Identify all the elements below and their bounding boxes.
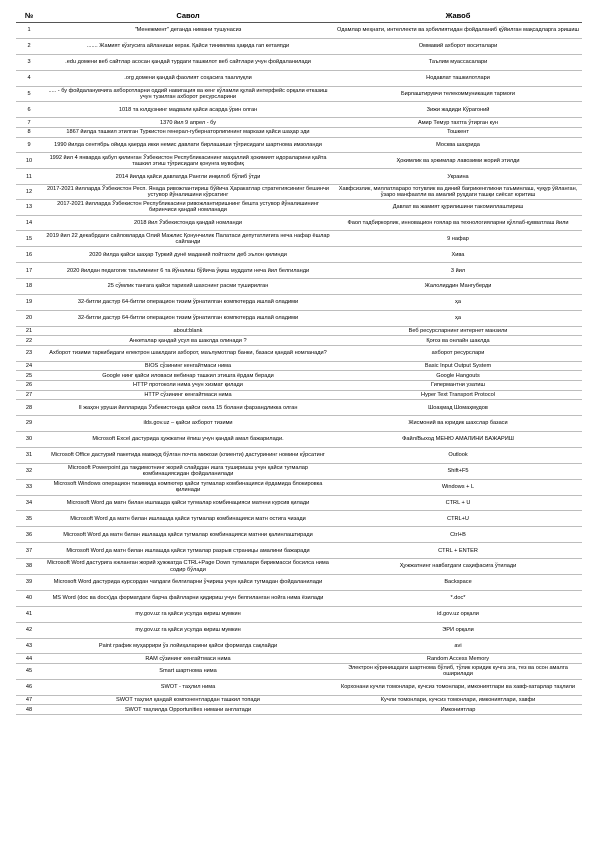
row-question: 2014 йилда қайси давлатда Рангли инқилоб бўлиб ўтди — [42, 169, 334, 185]
table-row — [16, 695, 582, 705]
row-number: 33 — [16, 479, 42, 495]
row-question: ..... - бу фойдаланувчига ахборотларни оддий навигация ва кенг кўламли қулай интерфейс орқали етказиш учун тузилган ахборот ресурсларини — [42, 86, 334, 102]
row-answer: Хива — [334, 247, 582, 263]
table-row — [16, 361, 582, 371]
row-answer: Зижи жадиди Кўрагоний — [334, 102, 582, 118]
row-answer: ЭРИ орқали — [334, 622, 582, 638]
row-number: 41 — [16, 606, 42, 622]
row-answer: Бирлаштирувчи телекоммуникация тармоғи — [334, 86, 582, 102]
row-number: 29 — [16, 416, 42, 432]
row-number: 28 — [16, 400, 42, 416]
table-row — [16, 102, 582, 118]
row-number: 1 — [16, 23, 42, 39]
table-row — [16, 416, 582, 432]
table-row — [16, 559, 582, 575]
row-answer: Ctrl+B — [334, 527, 582, 543]
row-question: my.gov.uz га қайси усулда кириш мумкин — [42, 622, 334, 638]
row-question: HTTP сўзининг кенгайтмаси нима — [42, 390, 334, 400]
row-question: SWOT таҳлилда Opportunities нимани англатади — [42, 705, 334, 715]
row-answer: Жалолиддин Мангуберди — [334, 279, 582, 295]
row-answer: ҳа — [334, 310, 582, 326]
table-row — [16, 247, 582, 263]
table-row — [16, 705, 582, 715]
row-answer: Google Hangouts — [334, 371, 582, 381]
row-question: "Менежмент" деганда нимани тушунасиз — [42, 23, 334, 39]
row-answer: Таълим муассасалари — [334, 54, 582, 70]
row-number: 20 — [16, 310, 42, 326]
table-row — [16, 86, 582, 102]
row-answer: Москва шаҳрида — [334, 137, 582, 153]
table-row — [16, 336, 582, 346]
row-answer: Hyper Text Transport Protocol — [334, 390, 582, 400]
table-row — [16, 381, 582, 391]
row-number: 42 — [16, 622, 42, 638]
row-question: about:blank — [42, 326, 334, 336]
table-row — [16, 400, 582, 416]
row-answer: Кучли томонлари, кучсиз томонлари, имкониятлари, хавфи — [334, 695, 582, 705]
table-row — [16, 279, 582, 295]
row-number: 3 — [16, 54, 42, 70]
row-question: 32-битли дастур 64-битли операцион тизим ўрнатилган компютерда ишлай оладими — [42, 310, 334, 326]
table-row — [16, 70, 582, 86]
row-question: Microsoft Office дастурий пакетида мавжуд бўлган почта мижози (клиенти) дастурининг номини кўрсатинг — [42, 447, 334, 463]
row-answer: CTRL + ENTER — [334, 543, 582, 559]
row-answer: Одамлар меҳнати, интеллекти ва ҳобилиятидан фойдаланиб қўйилган мақсадларга эришиш — [334, 23, 582, 39]
row-question: 2020 йилдан педагогик таълимнинг 6 та йўналиш бўйича ўқиш муддати неча йил белгиланди — [42, 263, 334, 279]
row-answer: avi — [334, 638, 582, 654]
row-number: 4 — [16, 70, 42, 86]
table-row — [16, 38, 582, 54]
row-answer: Backspace — [334, 574, 582, 590]
row-number: 21 — [16, 326, 42, 336]
table-row — [16, 137, 582, 153]
row-question: Paint график муҳаррири ўз лойиҳаларини қайси форматда сақлайди — [42, 638, 334, 654]
row-question: .org домени қандай фаолият соҳасига тааллуқли — [42, 70, 334, 86]
row-question: my.gov.uz га қайси усулда кириш мумкин — [42, 606, 334, 622]
row-answer: Веб ресурсларнинг интернет манзили — [334, 326, 582, 336]
table-row — [16, 215, 582, 231]
row-number: 18 — [16, 279, 42, 295]
row-question: .edu домени веб сайтлар асосан қандай турдаги ташкилот веб сайтлари учун фойдаланилади — [42, 54, 334, 70]
table-row — [16, 118, 582, 128]
row-number: 46 — [16, 679, 42, 695]
row-question: SWOT таҳлил қандай компонентлардан ташкил топади — [42, 695, 334, 705]
row-number: 12 — [16, 185, 42, 199]
table-row — [16, 495, 582, 511]
row-number: 13 — [16, 199, 42, 215]
row-answer: CTRL+U — [334, 511, 582, 527]
row-answer: CTRL + U — [334, 495, 582, 511]
row-number: 43 — [16, 638, 42, 654]
row-answer: Электрон кўринишдаги шартнома бўлиб, тўлик юридик кучга эга, тез ва осон амалга оширилади — [334, 664, 582, 680]
row-number: 11 — [16, 169, 42, 185]
row-number: 25 — [16, 371, 42, 381]
row-question: 25 сўмлик тангага қайси тарихий шахснинг расми туширилган — [42, 279, 334, 295]
table-row — [16, 543, 582, 559]
row-answer: Нодавлат ташкилотлари — [334, 70, 582, 86]
row-answer: Ҳокимлик ва ҳокимлар лавозими жорий этилди — [334, 153, 582, 169]
row-answer: Ҳужжатнинг навбатдаги саҳифасига ўтилади — [334, 559, 582, 575]
row-number: 32 — [16, 463, 42, 479]
table-body — [16, 23, 582, 715]
row-number: 8 — [16, 127, 42, 137]
row-answer: Корхонани кучли томонлари, кучсиз томонлари, имкониятлари ва хавф-хатарлар таҳлили — [334, 679, 582, 695]
row-answer: 3 йил — [334, 263, 582, 279]
row-number: 14 — [16, 215, 42, 231]
row-number: 23 — [16, 345, 42, 361]
row-question: HTTP протоколи нима учун хизмат қилади — [42, 381, 334, 391]
table-row — [16, 511, 582, 527]
row-number: 45 — [16, 664, 42, 680]
row-number: 38 — [16, 559, 42, 575]
row-question: 1018 та юлдузнинг мадвали қайси асарда ўрин олган — [42, 102, 334, 118]
row-answer: Хавфсизлик, миллатлараро тотувлик ва диний бағрикенгликни таъминлаш, чуқур ўйланган, ўзаро манфаатли ва амалий руҳдаги ташқи сиёсат юритиш — [334, 185, 582, 199]
row-answer: Давлат ва жамият қурилишини такомиллаштириш — [334, 199, 582, 215]
row-number: 40 — [16, 590, 42, 606]
row-question: 1370 йил 9 апрел - бу — [42, 118, 334, 128]
row-number: 2 — [16, 38, 42, 54]
row-number: 22 — [16, 336, 42, 346]
table-row — [16, 263, 582, 279]
row-answer: Қоғоз ва онлайн шаклда — [334, 336, 582, 346]
table-row — [16, 606, 582, 622]
row-question: 1992 йил 4 январда қабул қилинган Ўзбекистон Республикасининг маҳаллий ҳокимият идораларини қайта ташкил этиш тўғрисидаги қонунга мувофиқ — [42, 153, 334, 169]
table-row — [16, 54, 582, 70]
row-answer: Имкониятлар — [334, 705, 582, 715]
table-row — [16, 185, 582, 199]
row-answer: Shift+F5 — [334, 463, 582, 479]
table-row — [16, 345, 582, 361]
row-answer: 9 нафар — [334, 231, 582, 247]
table-row — [16, 463, 582, 479]
row-answer: Шоаҳмад Шомаҳмудов — [334, 400, 582, 416]
row-question: 32-битли дастур 64-битли операцион тизим ўрнатилган компютерда ишлай оладими — [42, 294, 334, 310]
row-number: 5 — [16, 86, 42, 102]
row-question: Microsoft Excel дастурида ҳужжатни ёпиш учун қандай амал бажарилади. — [42, 431, 334, 447]
row-number: 26 — [16, 381, 42, 391]
row-number: 7 — [16, 118, 42, 128]
row-question: Microsoft Word да матн билан ишлашда қайси тугмалар разрыв страницы амалини бажаради — [42, 543, 334, 559]
table-row — [16, 654, 582, 664]
row-answer: Outlook — [334, 447, 582, 463]
table-row — [16, 231, 582, 247]
row-question: 2017-2021 йилларда Ўзбекистон Республикасини ривожлантиришнинг бешта устувор йўналишининг биринчиси қандай номланади — [42, 199, 334, 215]
row-question: 2020 йилда қайси шаҳар Туркий дунё маданий пойтахти деб эълон қилинди — [42, 247, 334, 263]
row-question: ....... Жамият кўзгусига айланиши керак. Қайси тинимлма ҳақида гап кетаяпди — [42, 38, 334, 54]
row-number: 30 — [16, 431, 42, 447]
column-header-question: Савол — [42, 10, 334, 23]
row-answer: Basic Input Output System — [334, 361, 582, 371]
row-answer: ҳа — [334, 294, 582, 310]
table-row — [16, 127, 582, 137]
row-number: 17 — [16, 263, 42, 279]
row-question: Microsoft Word да матн билан ишлашда қайси тугмалар комбинацияси матн остига чизади — [42, 511, 334, 527]
row-answer: Random Access Memory — [334, 654, 582, 664]
row-number: 31 — [16, 447, 42, 463]
row-question: ilds.gov.uz – қайси ахборот тизими — [42, 416, 334, 432]
row-number: 16 — [16, 247, 42, 263]
row-question: 2017-2021 йилларда Ўзбекистон Респ. Янада ривожлантириш бўйича Ҳаракатлар стратегиясининг бешинчи устувор йўналишини кўрсатинг — [42, 185, 334, 199]
row-question: Microsoft Word да матн билан ишлашда қайси тугмалар комбинацияси матнни курсив қилади — [42, 495, 334, 511]
row-question: Microsoft Powerpoint да тақдимотнинг жорий слайддан ишга туширишш учун қайси тугмалар комбинациясидан фойдаланилади — [42, 463, 334, 479]
row-question: BIOS сўзининг кенгайтмаси нима — [42, 361, 334, 371]
table-row — [16, 390, 582, 400]
row-answer: Жисмоний ва юридик шахслар базаси — [334, 416, 582, 432]
questions-table — [16, 10, 582, 715]
row-answer: ахборот ресурслари — [334, 345, 582, 361]
row-question: Microsoft Windows операцион тизимида компютер қайси тугмалар комбинацияси ёрдамида блокировка қилинади — [42, 479, 334, 495]
row-number: 36 — [16, 527, 42, 543]
table-row — [16, 326, 582, 336]
row-answer: Амир Темур тахтга ўтирган кун — [334, 118, 582, 128]
table-row — [16, 371, 582, 381]
row-question: Microsoft Word дастурида курсордан чапдаги белгиларни ўчириш учун қайси тугмадан фойдаланилади — [42, 574, 334, 590]
row-answer: Фаол тадбиркорлик, инновацион ғоялар ва технологияларни қўллаб-қувватлаш йили — [334, 215, 582, 231]
table-row — [16, 527, 582, 543]
row-question: II жаҳон уруши йилларида Ўзбекистонда қайси оила 15 болани фарзандликка олган — [42, 400, 334, 416]
table-row — [16, 638, 582, 654]
row-number: 37 — [16, 543, 42, 559]
row-number: 10 — [16, 153, 42, 169]
row-answer: Windows + L — [334, 479, 582, 495]
row-answer: Тошкент — [334, 127, 582, 137]
table-row — [16, 23, 582, 39]
table-row — [16, 310, 582, 326]
row-number: 39 — [16, 574, 42, 590]
table-row — [16, 447, 582, 463]
table-header-row — [16, 10, 582, 23]
row-number: 24 — [16, 361, 42, 371]
row-number: 34 — [16, 495, 42, 511]
row-question: Google нинг қайси иловаси вебинар ташкил этишга ёрдам беради — [42, 371, 334, 381]
row-number: 47 — [16, 695, 42, 705]
row-number: 19 — [16, 294, 42, 310]
row-number: 9 — [16, 137, 42, 153]
table-row — [16, 664, 582, 680]
row-answer: Украина — [334, 169, 582, 185]
table-row — [16, 479, 582, 495]
row-question: Microsoft Word да матн билан ишлашда қайси тугмалар комбинацияси матнни қалинлаштиради — [42, 527, 334, 543]
table-row — [16, 294, 582, 310]
row-question: MS Word (doc ва docx)да форматдаги барча файлларни қидириш учун белгиланган нойга нима ёзилади — [42, 590, 334, 606]
row-question: 1867 йилда ташкил этилган Туркистон генерал-губернаторлигининг маркази қайси шаҳар эди — [42, 127, 334, 137]
row-answer: Гипермантни узатиш — [334, 381, 582, 391]
row-number: 44 — [16, 654, 42, 664]
table-row — [16, 431, 582, 447]
column-header-answer: Жавоб — [334, 10, 582, 23]
row-question: Microsoft Word дастурига юкланган жорий ҳужжатда CTRL+Page Down тугмалари бирикмасси босилса нима содир бўлади — [42, 559, 334, 575]
row-answer: id.gov.uz орқали — [334, 606, 582, 622]
row-number: 27 — [16, 390, 42, 400]
table-row — [16, 622, 582, 638]
row-question: 2019 йил 22 декабрдаги сайловларда Олий Мажлис Қонунчилик Палатаси депутатлигига неча нафар ёшлар сайланди — [42, 231, 334, 247]
table-row — [16, 574, 582, 590]
row-answer: *.doc* — [334, 590, 582, 606]
table-row — [16, 590, 582, 606]
row-number: 48 — [16, 705, 42, 715]
row-question: Ахборот тизими таркибидаги електрон шаклдаги ахборот, маълумотлар банки, базаси қандай номланади? — [42, 345, 334, 361]
row-number: 35 — [16, 511, 42, 527]
table-row — [16, 153, 582, 169]
row-number: 15 — [16, 231, 42, 247]
row-answer: Оммавий ахборот воситалари — [334, 38, 582, 54]
row-answer: Файл/Выход МЕНЮ АМАЛИНИ БАЖАРИШ — [334, 431, 582, 447]
row-question: 2018 йил Ўзбекистонда қандай номланди — [42, 215, 334, 231]
column-header-number: № — [16, 10, 42, 23]
table-row — [16, 169, 582, 185]
row-question: Анкеталар қандай усул ва шаклда олинади ? — [42, 336, 334, 346]
row-question: SWOT - таҳлил нима — [42, 679, 334, 695]
table-row — [16, 679, 582, 695]
row-question: Smart шартнома нима — [42, 664, 334, 680]
row-number: 6 — [16, 102, 42, 118]
row-question: 1990 йилда сентябрь ойида қаерда икки немис давлати бирлашиши тўғрисидаги шартнома имзоланди — [42, 137, 334, 153]
row-question: RAM сўзининг кенгайтмаси нима — [42, 654, 334, 664]
table-row — [16, 199, 582, 215]
